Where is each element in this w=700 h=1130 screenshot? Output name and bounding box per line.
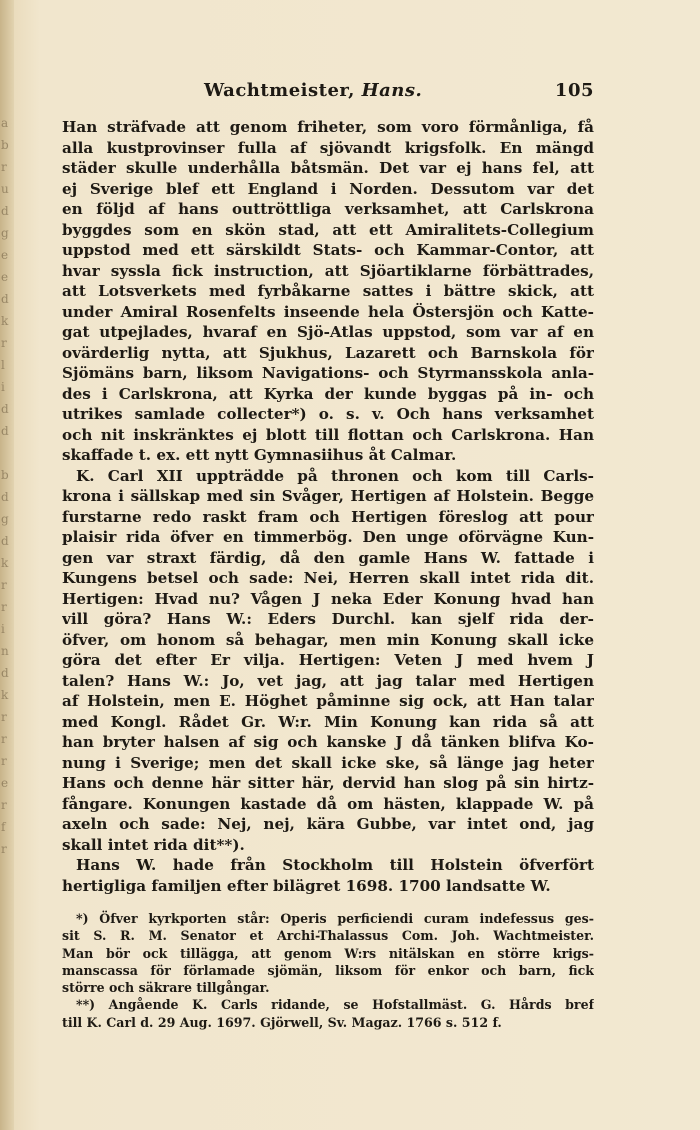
text-line: krona i sällskap med sin Svåger, Hertigen af Holstein. Begge — [62, 487, 594, 505]
text-line: furstarne redo raskt fram och Hertigen föreslog att pour — [62, 507, 594, 526]
text-line: byggdes som en skön stad, att ett Amiralitets-Collegium — [62, 220, 594, 239]
footnote-line: *) Öfver kyrkporten står: Operis perficiendi curam indefessus ges- — [76, 911, 594, 926]
text-line: axeln och sade: Nej, nej, kära Gubbe, var intet ond, jag — [62, 815, 594, 833]
text-line: ovärderlig nytta, att Sjukhus, Lazarett och Barnskola för — [62, 343, 594, 362]
text-line: öfver, om honom så behagar, men min Konung skall icke — [62, 630, 594, 649]
footnote-line: sit S. R. M. Senator et Archi-Thalassus Com. Joh. Wachtmeister. — [62, 928, 594, 944]
text-line: uppstod med ett särskildt Stats- och Kammar-Contor, att — [62, 241, 594, 259]
text-line: göra det efter Er vilja. Hertigen: Veten J med hvem J — [62, 651, 594, 669]
text-line: att Lotsverkets med fyrbåkarne sattes i bättre skick, att — [62, 282, 594, 300]
text-line: med Kongl. Rådet Gr. W:r. Min Konung kan rida så att — [62, 712, 594, 731]
text-line: Sjömäns barn, liksom Navigations- och Styrmansskola anla- — [62, 364, 594, 382]
footnote-line: större och säkrare tillgångar. — [62, 980, 270, 996]
text-line: af Holstein, men E. Höghet påminne sig ock, att Han talar — [62, 692, 594, 710]
header-given-name: Hans. — [361, 80, 423, 101]
text-line: under Amiral Rosenfelts inseende hela Östersjön och Katte- — [62, 302, 594, 321]
margin-bleed-through: a b r u d g e e d k r l i d d b d g d k r r i n d k r r r e r f r — [1, 116, 9, 856]
running-header — [62, 80, 594, 100]
footnotes — [62, 910, 594, 1031]
text-line: Kungens betsel och sade: Nei, Herren skall intet rida dit. — [62, 569, 594, 587]
text-line: hvar syssla fick instruction, att Sjöartiklarne förbättrades, — [62, 261, 594, 280]
text-line: fångare. Konungen kastade då om hästen, klappade W. på — [62, 794, 594, 813]
text-line: des i Carlskrona, att Kyrka der kunde byggas på in- och — [62, 384, 594, 403]
text-line: gen var straxt färdig, då den gamle Hans W. fattade i — [62, 548, 594, 567]
text-line: gat utpejlades, hvaraf en Sjö-Atlas uppstod, som var af en — [62, 323, 594, 341]
footnote-line: manscassa för förlamade sjömän, liksom för enkor och barn, fick — [62, 962, 594, 978]
text-line: vill göra? Hans W.: Eders Durchl. kan sjelf rida der- — [62, 610, 594, 628]
text-line: hertigliga familjen efter bilägret 1698. 1700 landsatte W. — [62, 876, 551, 895]
text-line: Hertigen: Hvad nu? Vågen J neka Eder Konung hvad han — [62, 589, 594, 608]
text-line: plaisir rida öfver en timmerbög. Den unge oförvägne Kun- — [62, 528, 594, 546]
text-line: en följd af hans outtröttliga verksamhet, att Carlskrona — [62, 200, 594, 218]
text-line: Hans W. hade från Stockholm till Holstein öfverfört — [76, 856, 594, 874]
text-line: skaffade t. ex. ett nytt Gymnasiihus åt Calmar. — [62, 446, 457, 464]
text-line: och nit inskränktes ej blott till flottan och Carlskrona. Han — [62, 425, 594, 444]
page-number: 105 — [554, 80, 594, 101]
text-line: han bryter halsen af sig och kanske J då tänken blifva Ko- — [62, 733, 594, 751]
text-line: utrikes samlade collecter*) o. s. v. Och hans verksamhet — [62, 405, 594, 423]
body-text — [62, 117, 594, 896]
header-title — [204, 80, 422, 101]
text-line: Hans och denne här sitter här, dervid han slog på sin hirtz- — [62, 774, 594, 792]
text-line: städer skulle underhålla båtsmän. Det var ej hans fel, att — [62, 159, 594, 177]
text-line: talen? Hans W.: Jo, vet jag, att jag talar med Hertigen — [62, 671, 594, 690]
footnote-line: till K. Carl d. 29 Aug. 1697. Gjörwell, Sv. Magaz. 1766 s. 512 f. — [62, 1014, 502, 1030]
text-line: Han sträfvade att genom friheter, som voro förmånliga, få — [62, 118, 594, 136]
text-line: K. Carl XII uppträdde på thronen och kom till Carls- — [76, 466, 594, 485]
text-line: ej Sverige blef ett England i Norden. Dessutom var det — [62, 179, 594, 198]
footnote-line: Man bör ock tillägga, att genom W:rs nitälskan en större krigs- — [62, 945, 594, 961]
header-surname: Wachtmeister, — [204, 80, 355, 101]
footnote-line: **) Angående K. Carls ridande, se Hofstallmäst. G. Hårds bref — [76, 997, 594, 1013]
text-line: alla kustprovinser fulla af sjövandt krigsfolk. En mängd — [62, 138, 594, 157]
text-line: nung i Sverige; men det skall icke ske, så länge jag heter — [62, 753, 594, 772]
text-line: skall intet rida dit**). — [62, 835, 245, 854]
